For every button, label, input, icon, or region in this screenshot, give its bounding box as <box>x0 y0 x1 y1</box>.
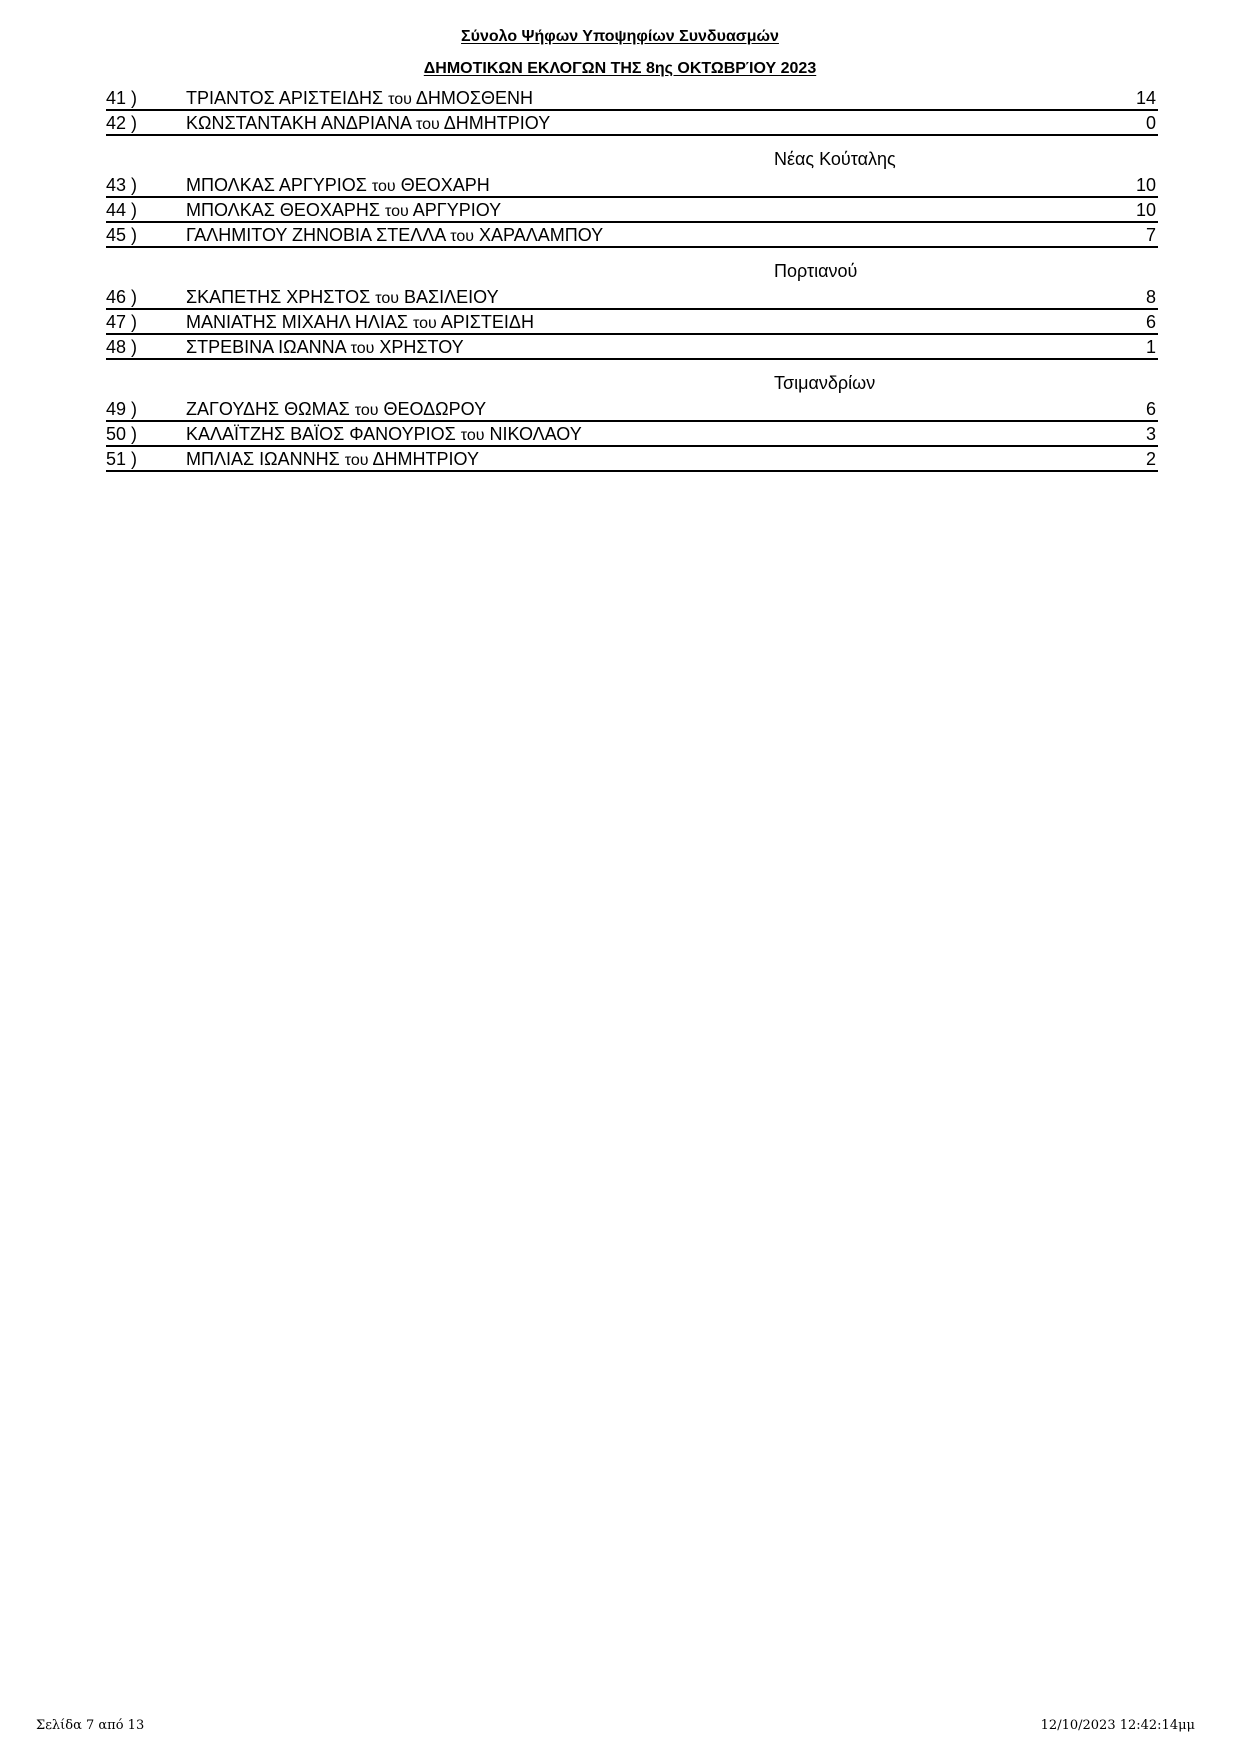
father-name: ΔΗΜΟΣΘΕΝΗ <box>415 88 534 108</box>
group-header <box>106 248 1158 285</box>
vote-count: 2 <box>1145 449 1156 469</box>
vote-count: 8 <box>1145 287 1156 307</box>
candidate-name <box>186 285 499 311</box>
row-number: 44 ) <box>106 200 138 220</box>
candidate-fullname: ΚΩΝΣΤΑΝΤΑΚΗ ΑΝΔΡΙΑΝΑ <box>186 113 411 133</box>
vote-count: 1 <box>1145 337 1156 357</box>
father-name: ΘΕΟΔΩΡΟΥ <box>383 399 487 419</box>
vote-count: 7 <box>1145 225 1156 245</box>
patronymic-particle: του <box>385 203 409 220</box>
candidate-fullname: ΣΤΡΕΒΙΝΑ ΙΩΑΝΝΑ <box>186 337 346 357</box>
table-row <box>106 310 1158 335</box>
father-name: ΧΑΡΑΛΑΜΠΟΥ <box>479 225 604 245</box>
table-row <box>106 111 1158 136</box>
row-number: 45 ) <box>106 225 138 245</box>
table-row <box>106 198 1158 223</box>
patronymic-particle: του <box>388 91 412 108</box>
vote-count: 10 <box>1135 175 1156 195</box>
father-name: ΘΕΟΧΑΡΗ <box>400 175 490 195</box>
page-title: Σύνολο Ψήφων Υποψηφίων Συνδυασμών <box>461 28 779 45</box>
row-number: 47 ) <box>106 312 138 332</box>
print-datetime: 12/10/2023 12:42:14μμ <box>1040 1718 1195 1733</box>
patronymic-particle: του <box>375 290 399 307</box>
vote-count: 6 <box>1145 312 1156 332</box>
row-number: 51 ) <box>106 449 138 469</box>
father-name: ΝΙΚΟΛΑΟΥ <box>489 424 582 444</box>
patronymic-particle: του <box>413 315 437 332</box>
father-name: ΒΑΣΙΛΕΙΟΥ <box>403 287 499 307</box>
row-number: 43 ) <box>106 175 138 195</box>
father-name: ΧΡΗΣΤΟΥ <box>379 337 464 357</box>
page-subtitle: ΔΗΜΟΤΙΚΩΝ ΕΚΛΟΓΩΝ ΤΗΣ 8ης ΟΚΤΩΒΡΊΟΥ 2023 <box>423 60 817 77</box>
candidate-fullname: ΜΠΛΙΑΣ ΙΩΑΝΝΗΣ <box>186 449 340 469</box>
candidate-fullname: ΓΑΛΗΜΙΤΟΥ ΖΗΝΟΒΙΑ ΣΤΕΛΛΑ <box>186 225 446 245</box>
candidate-name <box>186 223 603 249</box>
vote-count: 10 <box>1135 200 1156 220</box>
results-table <box>106 86 1158 472</box>
father-name: ΑΡΓΥΡΙΟΥ <box>412 200 502 220</box>
candidate-name <box>186 86 533 112</box>
father-name: ΔΗΜΗΤΡΙΟΥ <box>372 449 479 469</box>
candidate-fullname: ΜΠΟΛΚΑΣ ΑΡΓΥΡΙΟΣ <box>186 175 367 195</box>
group-name: Πορτιανού <box>774 261 858 281</box>
patronymic-particle: του <box>416 116 440 133</box>
page-number: Σελίδα 7 από 13 <box>36 1718 145 1733</box>
candidate-fullname: ΤΡΙΑΝΤΟΣ ΑΡΙΣΤΕΙΔΗΣ <box>186 88 384 108</box>
patronymic-particle: του <box>450 228 475 245</box>
candidate-name <box>186 335 464 361</box>
candidate-name <box>186 111 550 137</box>
candidate-fullname: ΜΠΟΛΚΑΣ ΘΕΟΧΑΡΗΣ <box>186 200 380 220</box>
vote-count: 3 <box>1145 424 1156 444</box>
candidate-name <box>186 447 479 473</box>
father-name: ΔΗΜΗΤΡΙΟΥ <box>443 113 551 133</box>
row-number: 41 ) <box>106 88 138 108</box>
candidate-name <box>186 397 486 423</box>
row-number: 42 ) <box>106 113 138 133</box>
group-name: Νέας Κούταλης <box>774 149 896 169</box>
row-number: 50 ) <box>106 424 138 444</box>
patronymic-particle: του <box>344 452 369 469</box>
candidate-fullname: ΚΑΛΑΪΤΖΗΣ ΒΑΪΟΣ ΦΑΝΟΥΡΙΟΣ <box>186 424 456 444</box>
candidate-name <box>186 173 490 199</box>
candidate-name <box>186 310 534 336</box>
table-row <box>106 223 1158 248</box>
patronymic-particle: του <box>460 427 485 444</box>
vote-count: 0 <box>1145 113 1156 133</box>
vote-count: 6 <box>1145 399 1156 419</box>
father-name: ΑΡΙΣΤΕΙΔΗ <box>440 312 534 332</box>
patronymic-particle: του <box>371 178 396 195</box>
table-row <box>106 285 1158 310</box>
candidate-fullname: ΜΑΝΙΑΤΗΣ ΜΙΧΑΗΛ ΗΛΙΑΣ <box>186 312 408 332</box>
patronymic-particle: του <box>350 340 375 357</box>
row-number: 48 ) <box>106 337 138 357</box>
group-header <box>106 136 1158 173</box>
patronymic-particle: του <box>354 402 379 419</box>
table-row <box>106 447 1158 472</box>
row-number: 46 ) <box>106 287 138 307</box>
table-row <box>106 173 1158 198</box>
table-row <box>106 86 1158 111</box>
candidate-name <box>186 422 582 448</box>
candidate-name <box>186 198 501 224</box>
group-name: Τσιμανδρίων <box>774 373 876 393</box>
candidate-fullname: ΣΚΑΠΕΤΗΣ ΧΡΗΣΤΟΣ <box>186 287 371 307</box>
vote-count: 14 <box>1135 88 1156 108</box>
group-header <box>106 360 1158 397</box>
row-number: 49 ) <box>106 399 138 419</box>
table-row <box>106 422 1158 447</box>
table-row <box>106 335 1158 360</box>
table-row <box>106 397 1158 422</box>
candidate-fullname: ΖΑΓΟΥΔΗΣ ΘΩΜΑΣ <box>186 399 350 419</box>
